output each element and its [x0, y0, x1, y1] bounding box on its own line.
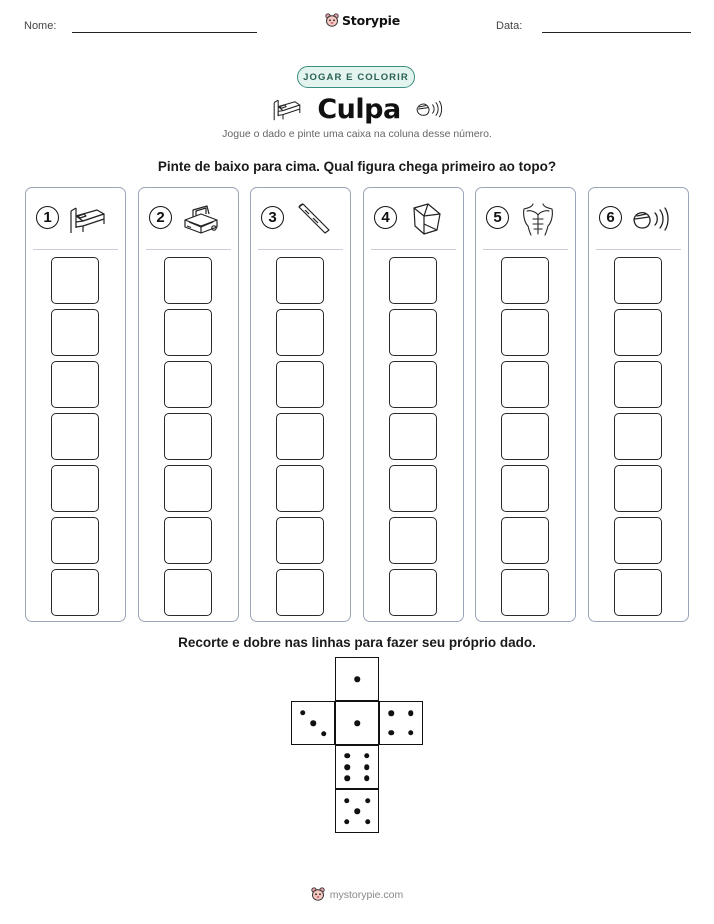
die-pip: [365, 819, 371, 825]
color-box[interactable]: [164, 569, 212, 616]
column-number: 5: [486, 206, 509, 229]
die-pip: [408, 711, 414, 717]
column-header: [364, 202, 463, 236]
color-box[interactable]: [276, 309, 324, 356]
color-box[interactable]: [51, 309, 99, 356]
color-box[interactable]: [51, 569, 99, 616]
die-pip: [354, 676, 360, 682]
color-box[interactable]: [614, 465, 662, 512]
color-box[interactable]: [276, 517, 324, 564]
color-box[interactable]: [164, 257, 212, 304]
color-box[interactable]: [501, 257, 549, 304]
bed-icon: [68, 202, 108, 236]
date-line[interactable]: [542, 32, 691, 33]
color-box[interactable]: [51, 465, 99, 512]
die-pip: [354, 808, 360, 814]
die-pip: [364, 753, 370, 759]
die-pip: [354, 720, 360, 726]
column-divider: [258, 249, 343, 250]
color-box[interactable]: [389, 257, 437, 304]
color-box[interactable]: [501, 569, 549, 616]
color-box[interactable]: [389, 309, 437, 356]
die-pip: [365, 798, 371, 804]
column-6: [588, 187, 689, 622]
column-header: [251, 202, 350, 236]
die-face-4: [379, 701, 423, 745]
color-box[interactable]: [614, 413, 662, 460]
color-box[interactable]: [501, 309, 549, 356]
die-pip: [364, 764, 370, 770]
color-box[interactable]: [389, 465, 437, 512]
color-box[interactable]: [501, 517, 549, 564]
die-pip: [389, 711, 395, 717]
column-divider: [596, 249, 681, 250]
column-divider: [33, 249, 118, 250]
column-header: [476, 202, 575, 236]
column-divider: [483, 249, 568, 250]
color-box[interactable]: [614, 517, 662, 564]
color-box[interactable]: [276, 361, 324, 408]
column-1: [25, 187, 126, 622]
mouth-speaking-icon: [415, 98, 443, 120]
rock-icon: [406, 202, 446, 236]
name-line[interactable]: [72, 32, 257, 33]
color-box[interactable]: [614, 309, 662, 356]
column-header: [139, 202, 238, 236]
torso-icon: [518, 202, 558, 236]
color-box[interactable]: [389, 361, 437, 408]
die-face-5: [335, 789, 379, 833]
column-4: [363, 187, 464, 622]
color-box[interactable]: [164, 517, 212, 564]
column-divider: [371, 249, 456, 250]
column-5: [475, 187, 576, 622]
color-box[interactable]: [51, 257, 99, 304]
die-face-6: [335, 745, 379, 789]
toolbox-icon: [181, 202, 221, 236]
color-box[interactable]: [614, 257, 662, 304]
cut-instruction: Recorte e dobre nas linhas para fazer seu próprio dado.: [178, 635, 536, 650]
column-divider: [146, 249, 231, 250]
storypie-mascot-icon: [311, 887, 325, 902]
color-box[interactable]: [51, 361, 99, 408]
column-2: [138, 187, 239, 622]
color-box[interactable]: [164, 413, 212, 460]
color-box[interactable]: [51, 413, 99, 460]
color-box[interactable]: [276, 413, 324, 460]
column-3: [250, 187, 351, 622]
die-pip: [345, 776, 351, 782]
die-pip: [389, 730, 395, 736]
subtitle: Jogue o dado e pinte uma caixa na coluna desse número.: [222, 128, 492, 140]
color-box[interactable]: [164, 309, 212, 356]
die-pip: [408, 730, 414, 736]
die-pip: [345, 753, 351, 759]
column-number: 2: [149, 206, 172, 229]
activity-badge: JOGAR E COLORIR: [297, 66, 415, 88]
column-number: 1: [36, 206, 59, 229]
coloring-instruction: Pinte de baixo para cima. Qual figura chega primeiro ao topo?: [157, 159, 557, 174]
die-pip: [321, 731, 327, 737]
die-face-3: [291, 701, 335, 745]
color-box[interactable]: [51, 517, 99, 564]
bed-icon: [271, 95, 303, 123]
column-header: [26, 202, 125, 236]
column-number: 6: [599, 206, 622, 229]
die-face-1: [335, 657, 379, 701]
color-box[interactable]: [389, 413, 437, 460]
color-box[interactable]: [501, 465, 549, 512]
mouth-speaking-icon: [631, 202, 671, 236]
color-box[interactable]: [501, 413, 549, 460]
title-row: [0, 92, 714, 126]
column-header: [589, 202, 688, 236]
color-box[interactable]: [614, 361, 662, 408]
color-box[interactable]: [164, 465, 212, 512]
column-number: 3: [261, 206, 284, 229]
stick-icon: [293, 202, 333, 236]
brand-name: Storypie: [342, 13, 400, 28]
die-pip: [310, 720, 316, 726]
date-label: Data:: [496, 20, 523, 32]
brand-logo: [325, 13, 400, 28]
die-face-1: [335, 701, 379, 745]
storypie-mascot-icon: [325, 13, 339, 28]
color-box[interactable]: [276, 257, 324, 304]
color-box[interactable]: [389, 569, 437, 616]
color-box[interactable]: [614, 569, 662, 616]
color-box[interactable]: [276, 569, 324, 616]
color-box[interactable]: [164, 361, 212, 408]
column-number: 4: [374, 206, 397, 229]
color-box[interactable]: [276, 465, 324, 512]
name-label: Nome:: [24, 20, 57, 32]
page-title: Culpa: [317, 93, 401, 125]
die-pip: [344, 798, 350, 804]
footer: [0, 887, 714, 902]
die-pip: [364, 776, 370, 782]
color-box[interactable]: [389, 517, 437, 564]
die-pip: [300, 710, 306, 716]
die-pip: [344, 819, 350, 825]
footer-site[interactable]: mystorypie.com: [329, 888, 404, 901]
color-box[interactable]: [501, 361, 549, 408]
die-pip: [345, 764, 351, 770]
